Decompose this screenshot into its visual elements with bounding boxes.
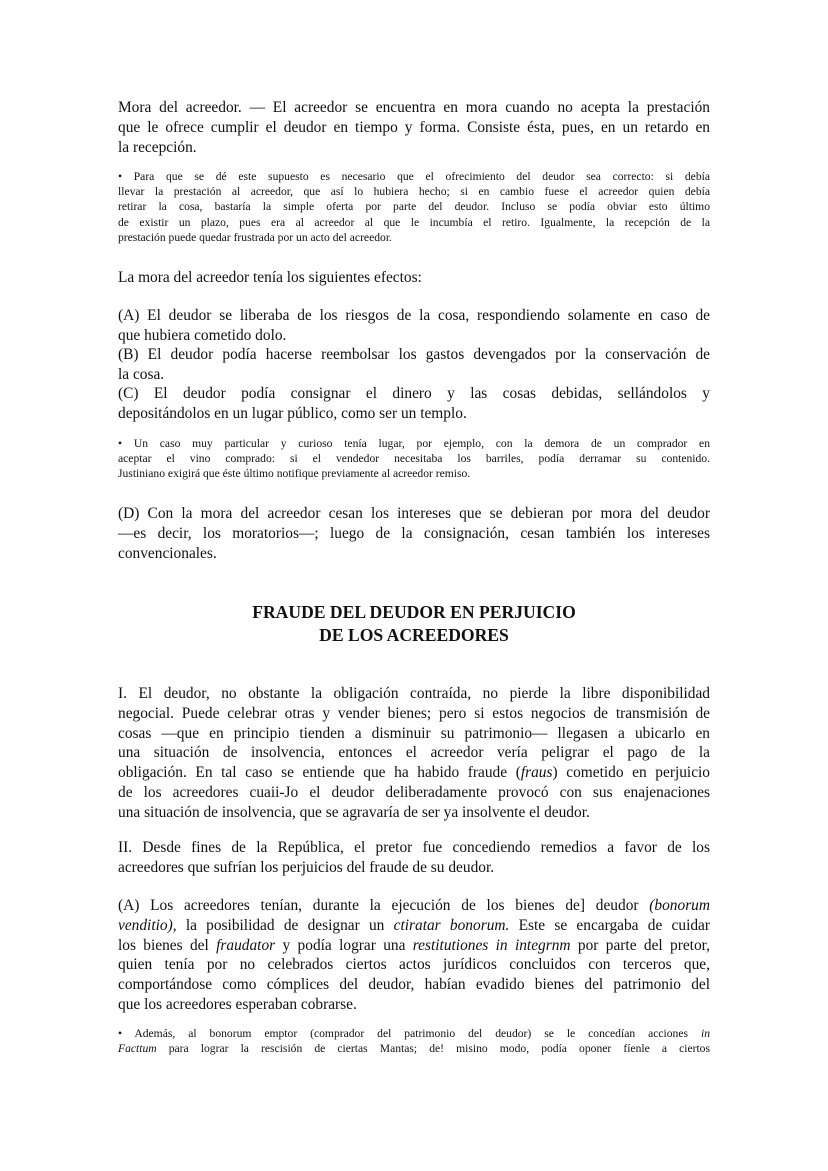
text-run-italic: venditio), xyxy=(118,916,177,934)
text-line: de los acreedores cuaii-Jo el deudor deliberadamente provocó con sus enajenaciones xyxy=(118,783,710,801)
text-line: La mora del acreedor tenía los siguientes efectos: xyxy=(118,269,422,286)
efectos-intro-paragraph xyxy=(118,268,710,288)
text-run-italic: in xyxy=(700,1027,710,1040)
efecto-a-paragraph xyxy=(118,306,710,346)
text-line: comportándose como cómplices del deudor, habían evadido bienes del patrimonio del xyxy=(118,976,710,994)
section-title-line-1: FRAUDE DEL DEUDOR EN PERJUICIO xyxy=(252,602,576,622)
note-line: prestación puede quedar frustrada por un acto del acreedor. xyxy=(118,230,392,244)
text-line xyxy=(118,936,710,956)
text-line: la recepción. xyxy=(118,138,197,156)
note-line: Justiniano exigirá que éste último notifique previamente al acreedor remiso. xyxy=(118,467,471,481)
text-run-italic: fraudator xyxy=(216,936,276,954)
text-line: I. El deudor, no obstante la obligación contraída, no pierde la libre disponibilidad xyxy=(118,685,710,702)
text-run: y podía lograr una xyxy=(275,936,413,954)
text-line: depositándolos en un lugar público, como ser un templo. xyxy=(118,404,467,422)
note-line: de existir un plazo, pues era al acreedor al que le incumbía el retiro. Igualmente, la recepción de la xyxy=(118,215,710,229)
note-line: • Para que se dé este supuesto es necesario que el ofrecimiento del deudor sea correcto: si debía xyxy=(118,170,710,183)
text-line: que los acreedores esperaban cobrarse. xyxy=(118,995,357,1013)
text-run-italic: Facttum xyxy=(118,1042,157,1056)
text-line: obligación. En tal caso se entiende que ha habido fraude (fraus) cometido en perjuicio xyxy=(118,764,710,782)
footnote-3 xyxy=(118,1026,710,1056)
text-line: —es decir, los moratorios—; luego de la consignación, cesan también los intereses xyxy=(118,524,710,542)
paragraph-i xyxy=(118,684,710,823)
text-line xyxy=(118,896,710,916)
text-run: por parte del pretor, xyxy=(570,936,711,954)
efecto-b-paragraph xyxy=(118,345,710,385)
text-run: cometido en perjuicio xyxy=(557,764,710,782)
text-run: la posibilidad de designar un xyxy=(176,916,394,934)
text-run: Este se encargaba de cuidar xyxy=(509,916,710,934)
note-line xyxy=(118,1026,710,1041)
text-line: la cosa. xyxy=(118,365,165,383)
text-line: Mora del acreedor. — El acreedor se encuentra en mora cuando no acepta la prestación xyxy=(118,99,710,116)
efecto-c-paragraph xyxy=(118,384,710,424)
text-line: quien tenía por no celebrados ciertos actos jurídicos concluidos con terceros que, xyxy=(118,956,710,974)
text-line: II. Desde fines de la República, el pretor fue concediendo remedios a favor de los xyxy=(118,839,710,856)
footnote-1 xyxy=(118,169,710,245)
text-line: convencionales. xyxy=(118,544,217,562)
note-line: aceptar el vino comprado: si el vendedor necesitaba los barriles, podía derramar su contenido. xyxy=(118,452,710,466)
text-line xyxy=(118,916,710,936)
text-line: que le ofrece cumplir el deudor en tiempo y forma. Consiste ésta, pues, en un retardo en xyxy=(118,118,710,136)
text-run-italic: fraus xyxy=(520,764,553,782)
text-run: (A) Los acreedores tenían, durante la ejecución de los bienes de] deudor xyxy=(118,897,650,914)
text-run-italic: restitutiones in integrnm xyxy=(412,936,571,954)
note-line xyxy=(118,1041,710,1056)
text-line: (B) El deudor podía hacerse reembolsar los gastos devengados por la conservación de xyxy=(118,346,710,363)
note-line: retirar la cosa, bastaría la simple oferta por parte del deudor. Incluso se podía obviar esto último xyxy=(118,200,710,214)
text-line: una situación de insolvencia, que se agravaría de ser ya insolvente el deudor. xyxy=(118,803,590,821)
note-line: llevar la prestación al acreedor, que así lo hubiera hecho; si en cambio fuese el acreedor quien debía xyxy=(118,185,710,199)
text-line: (C) El deudor podía consignar el dinero y las cosas debidas, sellándolos y xyxy=(118,385,710,402)
mora-intro-paragraph xyxy=(118,98,710,157)
text-line: (A) El deudor se liberaba de los riesgos de la cosa, respondiendo solamente en caso de xyxy=(118,307,710,324)
section-title-line-2: DE LOS ACREEDORES xyxy=(319,625,509,645)
section-title xyxy=(118,601,710,647)
text-run: los bienes del xyxy=(118,936,217,954)
paragraph-ii xyxy=(118,838,710,878)
footnote-2 xyxy=(118,436,710,482)
paragraph-a xyxy=(118,896,710,1015)
text-run: • Además, al bonorum emptor (comprador del patrimonio del deudor) se le concedían acciones xyxy=(118,1027,701,1040)
text-line: cosas —que en principio tienden a disminuir su patrimonio— llegasen a ubicarlo en xyxy=(118,724,710,742)
text-line: una situación de insolvencia, entonces el acreedor vería peligrar el pago de la xyxy=(118,744,710,762)
text-run-italic: (bonorum xyxy=(649,897,710,914)
text-line: (D) Con la mora del acreedor cesan los intereses que se debieran por mora del deudor xyxy=(118,505,710,522)
note-line: • Un caso muy particular y curioso tenía lugar, por ejemplo, con la demora de un comprador en xyxy=(118,437,710,450)
text-run: para lograr la rescisión de ciertas Mantas; de! misino modo, podía oponer fíenle a ciertos xyxy=(156,1042,710,1056)
text-run: obligación. En tal caso se entiende que ha habido fraude xyxy=(118,764,516,782)
text-run-italic: ctiratar bonorum. xyxy=(393,916,510,934)
text-line: negocial. Puede celebrar otras y vender bienes; pero si estos negocios de transmisión de xyxy=(118,704,710,722)
efecto-d-paragraph xyxy=(118,504,710,563)
text-line: acreedores que sufrían los perjuicios del fraude de su deudor. xyxy=(118,858,495,876)
text-line: que hubiera cometido dolo. xyxy=(118,326,287,344)
